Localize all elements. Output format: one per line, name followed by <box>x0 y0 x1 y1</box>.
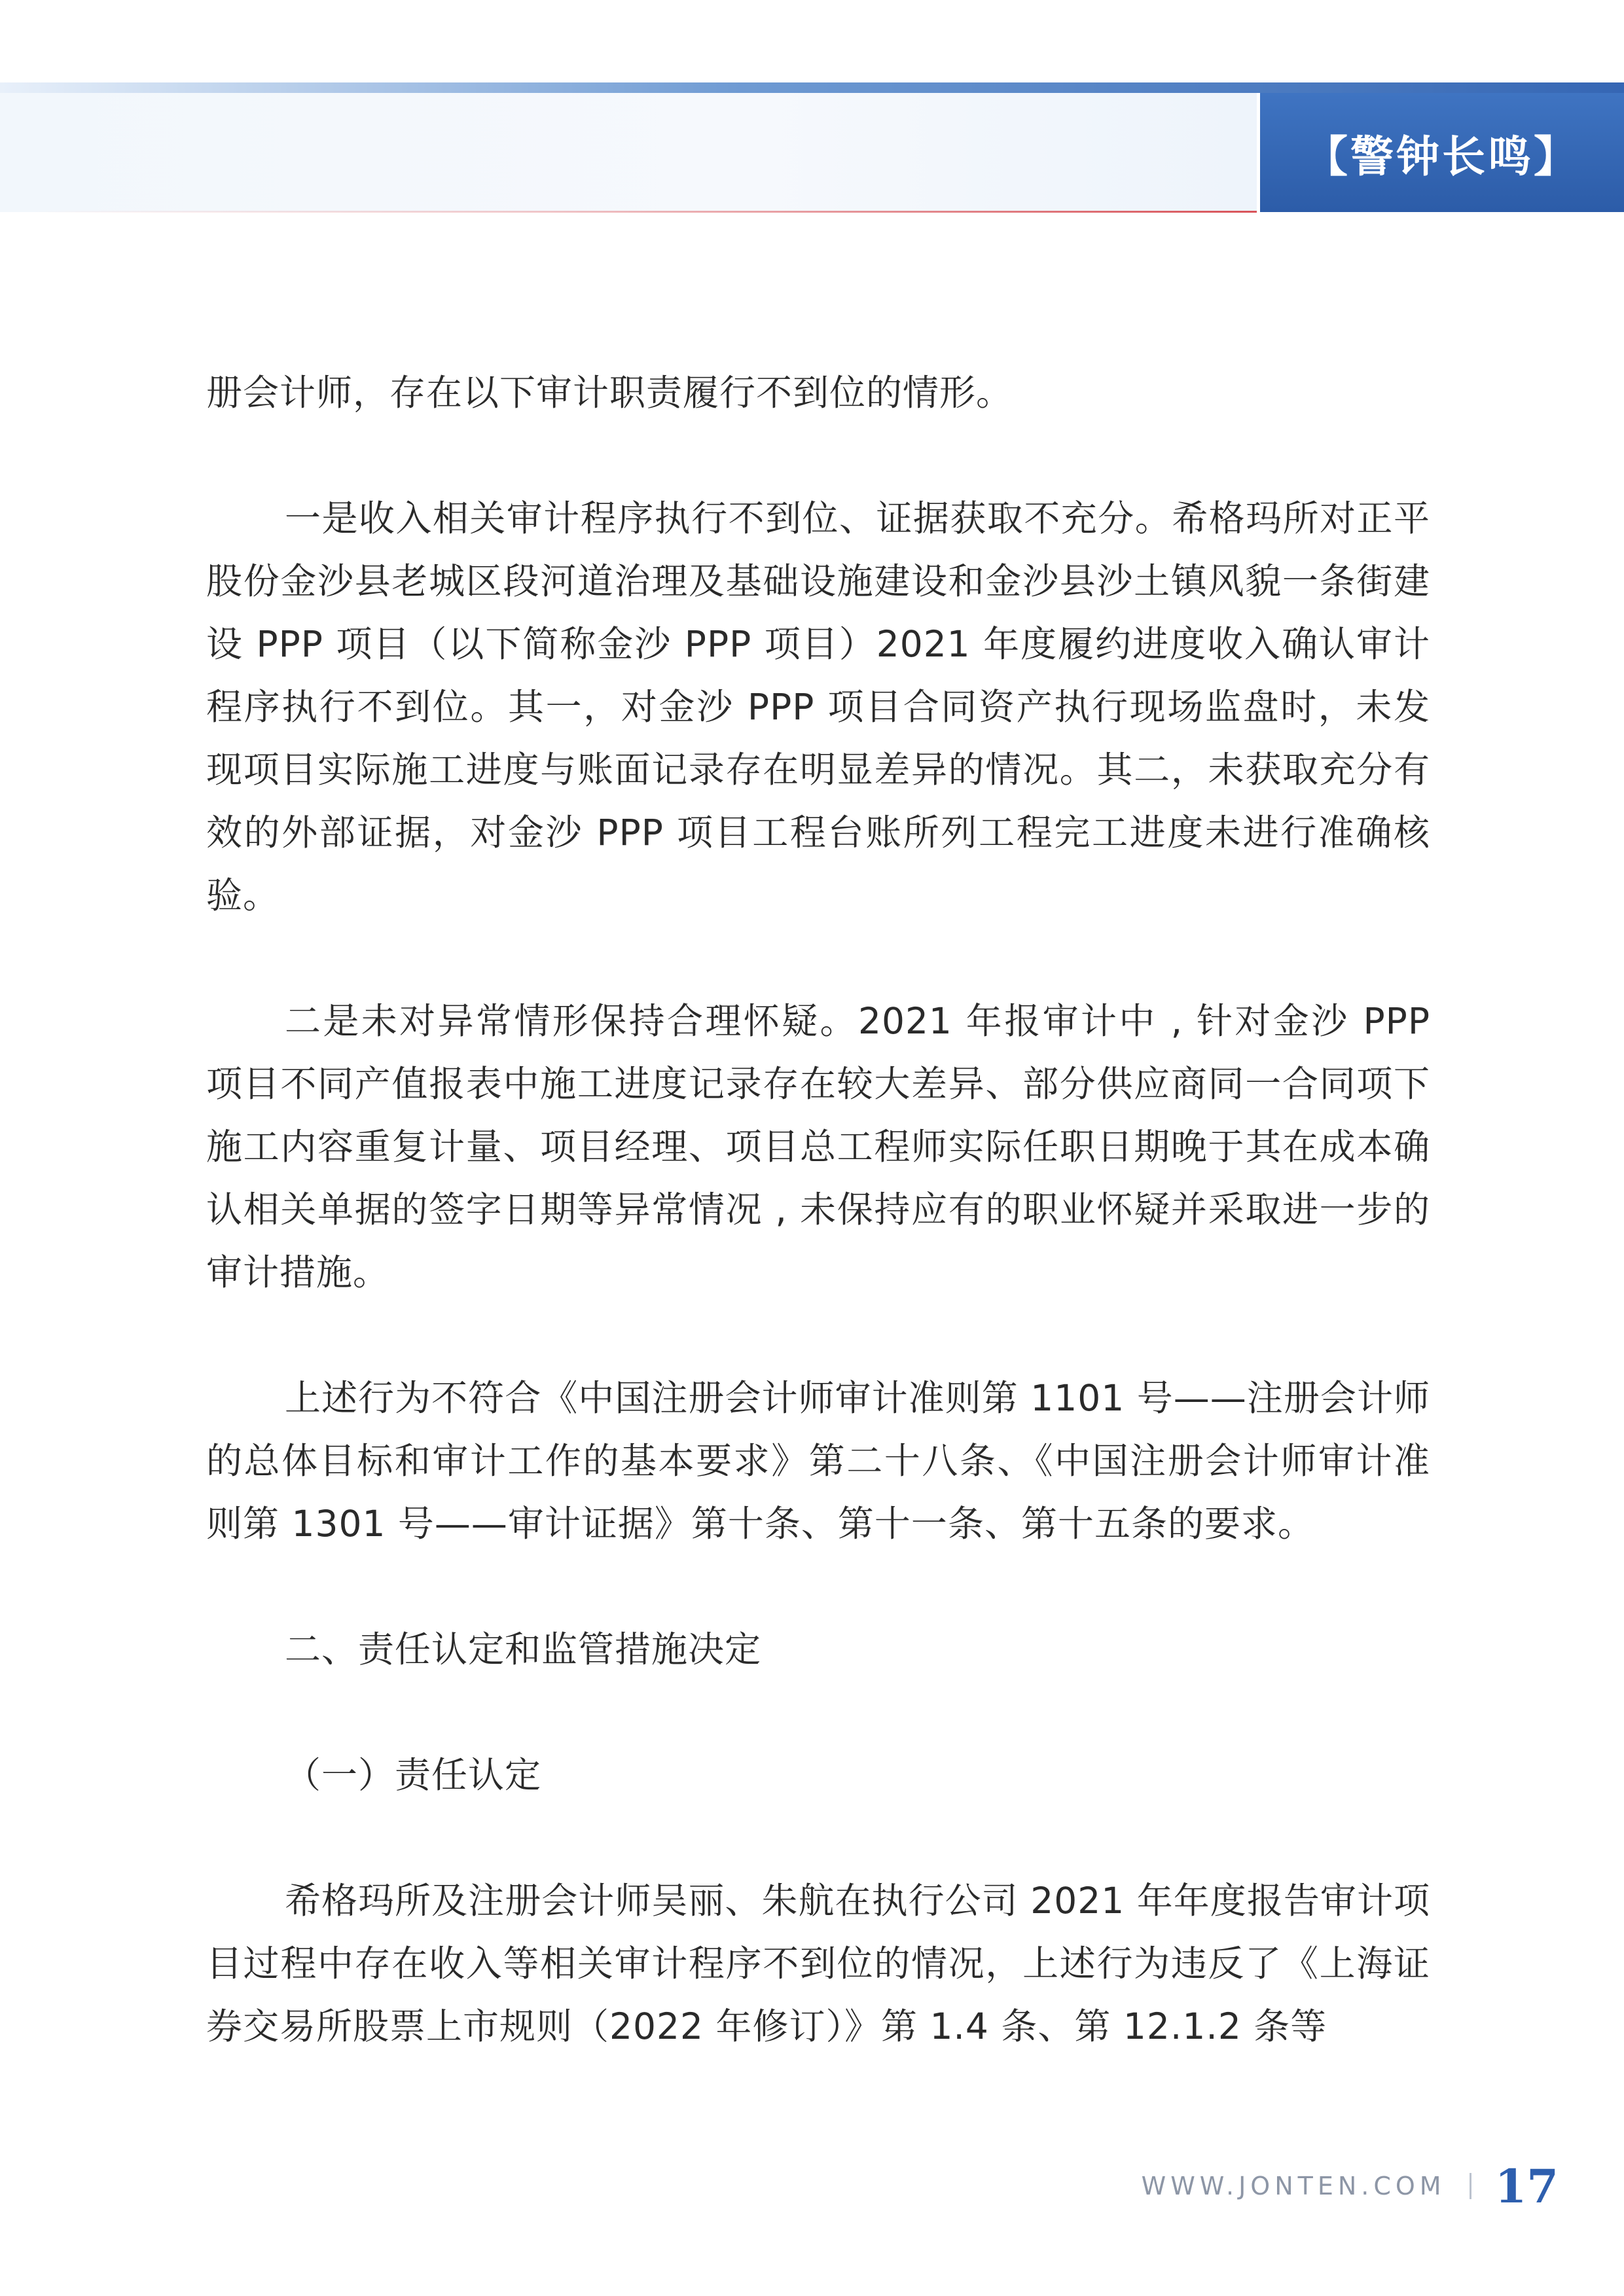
paragraph-continuation: 册会计师，存在以下审计职责履行不到位的情形。 <box>206 372 1013 414</box>
paragraph-responsibility: 希格玛所及注册会计师吴丽、朱航在执行公司 2021 年年度报告审计项目过程中存在收入等相关审计程序不到位的情况，上述行为违反了《上海证券交易所股票上市规则（2022 年修订）》第 1.4 条、第 12.1.2 条等 <box>206 1880 1430 2047</box>
section-heading: 二、责任认定和监管措施决定 <box>285 1628 762 1670</box>
article-body <box>206 361 1443 2058</box>
paragraph-point-one: 一是收入相关审计程序执行不到位、证据获取不充分。希格玛所对正平股份金沙县老城区段河道治理及基础设施建设和金沙县沙土镇风貌一条街建设 PPP 项目（以下简称金沙 PPP 项目）2021 年度履约进度收入确认审计程序执行不到位。其一，对金沙 PPP 项目合同资产执行现场监盘时，未发现项目实际施工进度与账面记录存在明显差异的情况。其二，未获取充分有效的外部证据，对金沙 PPP 项目工程台账所列工程完工进度未进行准确核验。 <box>206 497 1430 916</box>
section-tab <box>1260 93 1624 212</box>
header-underline <box>33 211 1257 213</box>
subsection-heading: （一）责任认定 <box>285 1754 542 1796</box>
paragraph-violation: 上述行为不符合《中国注册会计师审计准则第 1101 号——注册会计师的总体目标和审计工作的基本要求》第二十八条、《中国注册会计师审计准则第 1301 号——审计证据》第十条、第十一条、第十五条的要求。 <box>206 1377 1430 1545</box>
page-footer <box>1142 2153 1559 2219</box>
footer-website: WWW.JONTEN.COM <box>1141 2172 1446 2200</box>
section-label: 【警钟长鸣】 <box>1305 130 1579 182</box>
paragraph-point-two: 二是未对异常情形保持合理怀疑。2021 年报审计中 , 针对金沙 PPP 项目不同产值报表中施工进度记录存在较大差异、部分供应商同一合同项下施工内容重复计量、项目经理、项目总工程师实际任职日期晚于其在成本确认相关单据的签字日期等异常情况 , 未保持应有的职业怀疑并采取进一步的审计措施。 <box>206 1000 1443 1293</box>
header-top-rule <box>0 82 1624 93</box>
page-number: 17 <box>1494 2159 1559 2214</box>
footer-divider <box>1470 2173 1471 2199</box>
header-band <box>0 93 1257 212</box>
